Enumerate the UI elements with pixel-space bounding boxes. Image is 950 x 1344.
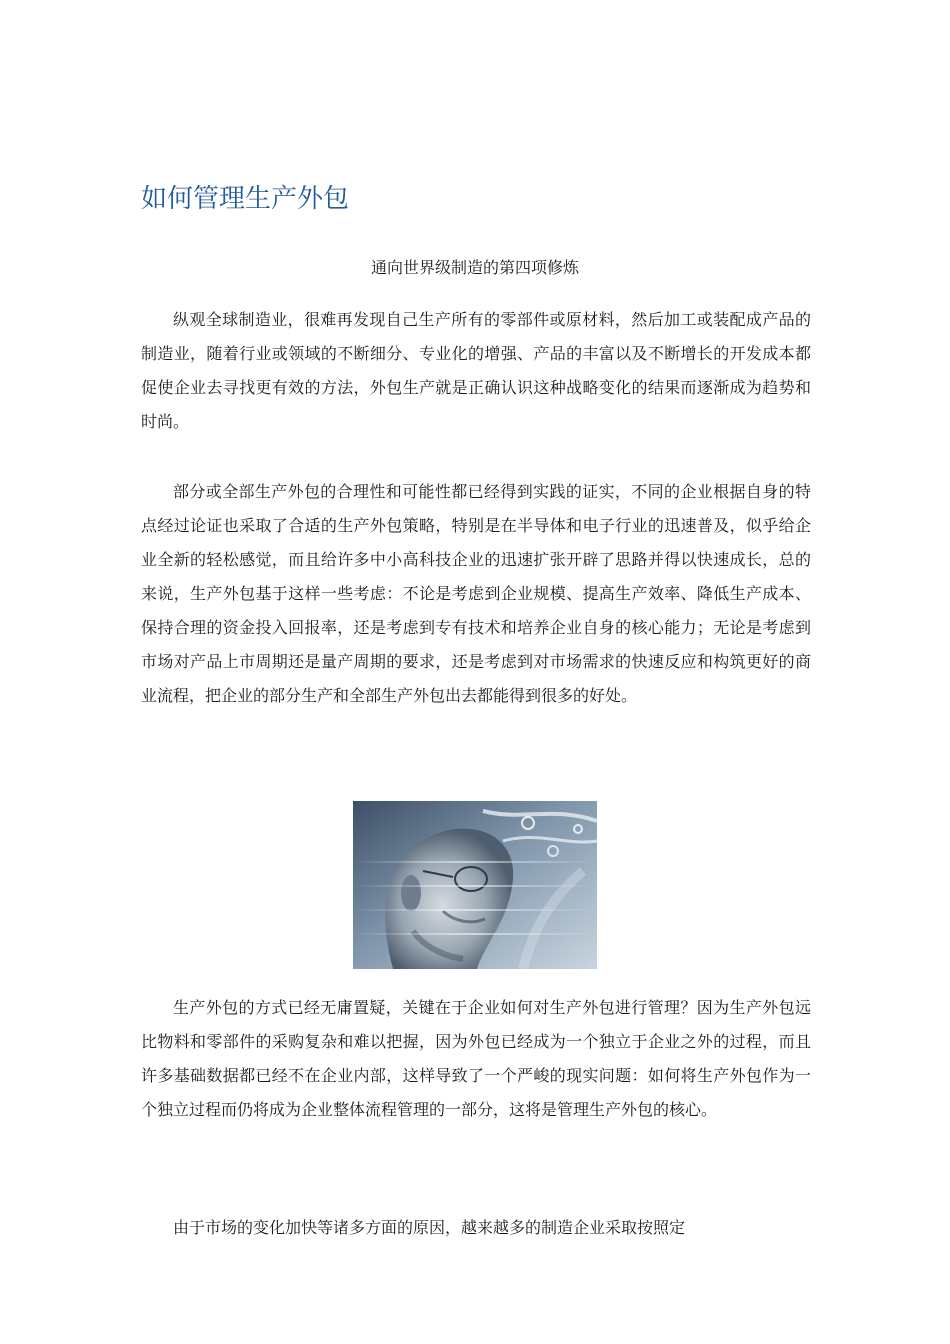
- paragraph-3: 生产外包的方式已经无庸置疑，关键在于企业如何对生产外包进行管理？因为生产外包远比物料和零部件的采购复杂和难以把握，因为外包已经成为一个独立于企业之外的过程，而且许多基础数据都已经不在企业内部，这样导致了一个严峻的现实问题：如何将生产外包作为一个独立过程而仍将成为企业整体流程管理的一部分，这将是管理生产外包的核心。: [141, 998, 811, 1119]
- paragraph-1: 纵观全球制造业，很难再发现自己生产所有的零部件或原材料，然后加工或装配成产品的制造业，随着行业或领域的不断细分、专业化的增强、产品的丰富以及不断增长的开发成本都促使企业去寻找更有效的方法，外包生产就是正确认识这种战略变化的结果而逐渐成为趋势和时尚。: [141, 310, 811, 431]
- illustration-photo: [353, 801, 597, 969]
- document-title: 如何管理生产外包: [141, 184, 350, 214]
- illustration-graphic: [353, 801, 597, 969]
- paragraph-2: 部分或全部生产外包的合理性和可能性都已经得到实践的证实，不同的企业根据自身的特点经过论证也采取了合适的生产外包策略，特别是在半导体和电子行业的迅速普及，似乎给企业全新的轻松感觉，而且给许多中小高科技企业的迅速扩张开辟了思路并得以快速成长，总的来说，生产外包基于这样一些考虑：不论是考虑到企业规模、提高生产效率、降低生产成本、保持合理的资金投入回报率，还是考虑到专有技术和培养企业自身的核心能力；无论是考虑到市场对产品上市周期还是量产周期的要求，还是考虑到对市场需求的快速反应和构筑更好的商业流程，把企业的部分生产和全部生产外包出去都能得到很多的好处。: [141, 482, 811, 705]
- document-subtitle: 通向世界级制造的第四项修炼: [370, 258, 579, 277]
- paragraph-4: 由于市场的变化加快等诸多方面的原因，越来越多的制造企业采取按照定: [173, 1218, 686, 1237]
